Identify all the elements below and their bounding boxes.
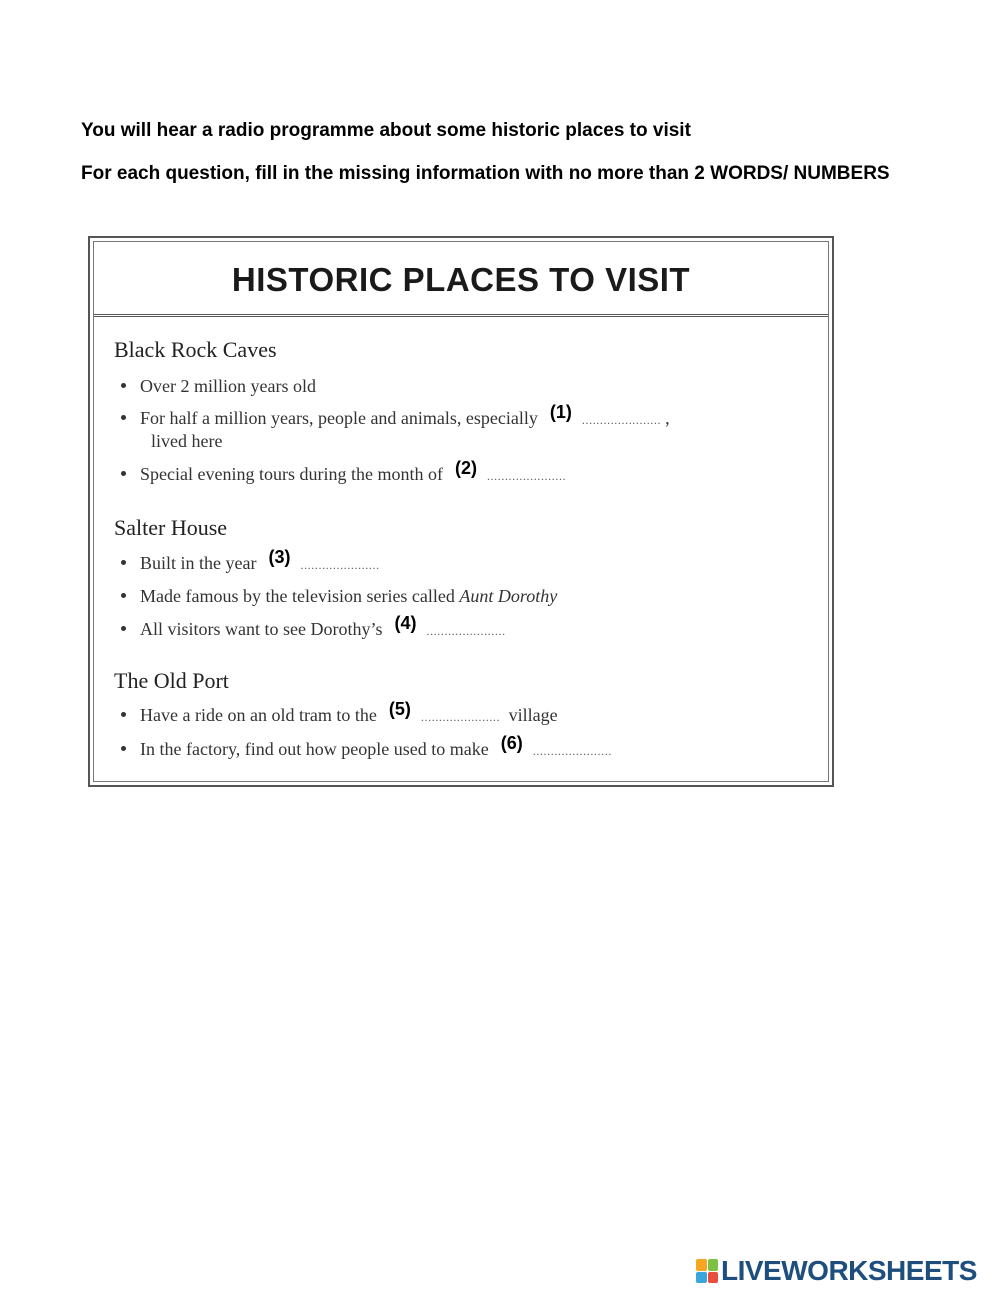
historic-places-box xyxy=(88,236,834,787)
liveworksheets-logo[interactable] xyxy=(696,1255,977,1287)
list-item xyxy=(121,733,616,760)
bullet-text: In the factory, find out how people used to make xyxy=(140,739,489,759)
box-title-bar xyxy=(94,242,828,317)
list-item xyxy=(121,547,384,574)
list-item xyxy=(121,613,510,640)
answer-blank-1[interactable]: ...................... xyxy=(581,413,662,427)
question-number-6: (6) xyxy=(500,733,523,753)
list-item xyxy=(121,376,316,397)
trailing-word: village xyxy=(508,705,558,725)
logo-icon xyxy=(696,1259,718,1283)
question-number-2: (2) xyxy=(454,458,477,478)
bullet-icon xyxy=(121,415,126,420)
logo-square xyxy=(696,1259,707,1271)
logo-square xyxy=(708,1272,719,1284)
section-heading-black-rock-caves: Black Rock Caves xyxy=(114,337,277,362)
bullet-icon xyxy=(121,746,126,751)
answer-blank-5[interactable]: ...................... xyxy=(420,710,501,724)
answer-blank-6[interactable]: ...................... xyxy=(532,744,612,758)
question-number-5: (5) xyxy=(388,699,411,719)
bullet-continuation: lived here xyxy=(151,431,223,451)
bullet-icon xyxy=(121,626,126,631)
bullet-icon xyxy=(121,560,126,565)
question-number-3: (3) xyxy=(268,547,291,567)
list-item xyxy=(121,699,558,726)
bullet-icon xyxy=(121,471,126,476)
bullet-icon xyxy=(121,593,126,598)
instruction-line-2: For each question, fill in the missing information with no more than 2 WORDS/ NUMBERS xyxy=(81,163,890,184)
list-item xyxy=(121,458,570,485)
bullet-text: All visitors want to see Dorothy’s xyxy=(140,619,383,639)
series-title: Aunt Dorothy xyxy=(459,586,558,606)
answer-blank-2[interactable]: ...................... xyxy=(486,469,567,483)
section-heading-salter-house: Salter House xyxy=(114,515,228,540)
logo-square xyxy=(708,1259,719,1271)
bullet-text: Made famous by the television series called xyxy=(140,586,455,606)
bullet-text: Over 2 million years old xyxy=(140,376,316,396)
list-item xyxy=(121,586,557,607)
logo-square xyxy=(696,1272,707,1284)
box-title: HISTORIC PLACES TO VISIT xyxy=(231,261,691,298)
question-number-1: (1) xyxy=(549,402,572,422)
section-heading-old-port: The Old Port xyxy=(114,668,229,693)
bullet-icon xyxy=(121,712,126,717)
box-inner-border xyxy=(93,241,829,782)
bullet-text: Built in the year xyxy=(140,553,257,573)
list-item xyxy=(121,402,670,429)
bullet-icon xyxy=(121,383,126,388)
bullet-text: For half a million years, people and animals, especially xyxy=(140,408,538,428)
instruction-line-1: You will hear a radio programme about some historic places to visit xyxy=(81,120,691,141)
answer-blank-4[interactable]: ...................... xyxy=(426,624,506,638)
bullet-text: Have a ride on an old tram to the xyxy=(140,705,377,725)
bullet-text: Special evening tours during the month of xyxy=(140,464,443,484)
question-number-4: (4) xyxy=(394,613,417,633)
trailing-comma: , xyxy=(665,408,670,428)
answer-blank-3[interactable]: ...................... xyxy=(300,558,380,572)
logo-text: LIVEWORKSHEETS xyxy=(721,1255,977,1286)
